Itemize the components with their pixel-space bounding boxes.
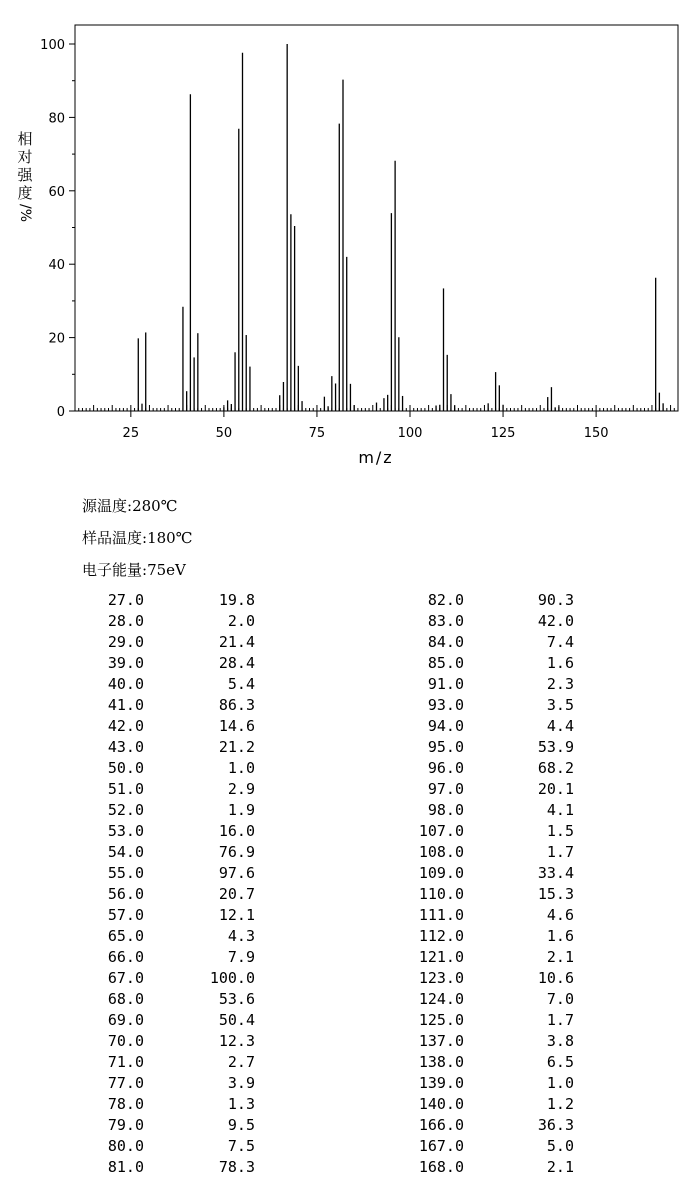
peak-row — [0, 1010, 687, 1031]
peak-mz: 65.0 — [107, 927, 144, 945]
x-tick-label: 50 — [215, 426, 233, 441]
x-tick-label: 25 — [122, 426, 140, 441]
peak-intensity: 86.3 — [218, 696, 255, 714]
peak-row — [0, 632, 687, 653]
peak-mz: 27.0 — [107, 591, 144, 609]
peak-mz: 138.0 — [418, 1053, 464, 1071]
peak-row — [0, 989, 687, 1010]
peak-intensity: 36.3 — [537, 1116, 574, 1134]
peak-intensity: 1.3 — [227, 1095, 255, 1113]
peak-intensity: 3.9 — [227, 1074, 255, 1092]
peak-intensity: 3.5 — [546, 696, 574, 714]
sample-temperature-value: 180℃ — [147, 529, 193, 547]
peak-row — [0, 779, 687, 800]
x-axis-label: m/z — [358, 448, 394, 467]
peak-intensity: 1.6 — [546, 654, 574, 672]
peak-intensity: 1.6 — [546, 927, 574, 945]
spectrum-bars — [138, 44, 663, 411]
peak-row — [0, 716, 687, 737]
peak-mz: 40.0 — [107, 675, 144, 693]
peak-mz: 109.0 — [418, 864, 464, 882]
peak-intensity: 4.3 — [227, 927, 255, 945]
peak-mz: 78.0 — [107, 1095, 144, 1113]
peak-row — [0, 884, 687, 905]
peak-row — [0, 947, 687, 968]
peak-row — [0, 737, 687, 758]
y-axis-label — [14, 130, 36, 222]
peak-mz: 124.0 — [418, 990, 464, 1008]
peak-intensity: 15.3 — [537, 885, 574, 903]
peak-intensity: 20.1 — [537, 780, 574, 798]
peak-row — [0, 1115, 687, 1136]
peak-mz: 137.0 — [418, 1032, 464, 1050]
peak-intensity: 68.2 — [537, 759, 574, 777]
plot-frame — [75, 25, 678, 411]
peak-intensity: 6.5 — [546, 1053, 574, 1071]
peak-intensity: 2.3 — [546, 675, 574, 693]
peak-mz: 43.0 — [107, 738, 144, 756]
peak-mz: 108.0 — [418, 843, 464, 861]
source-temperature-label: 源温度: — [82, 497, 133, 515]
peak-intensity: 7.5 — [227, 1137, 255, 1155]
y-tick-label: 40 — [48, 258, 65, 274]
peak-mz: 84.0 — [427, 633, 464, 651]
peak-row — [0, 1031, 687, 1052]
peak-intensity: 42.0 — [537, 612, 574, 630]
y-tick-label: 0 — [56, 405, 65, 420]
x-tick-label: 100 — [397, 426, 423, 441]
peak-intensity: 1.7 — [546, 1011, 574, 1029]
peak-row — [0, 653, 687, 674]
peak-intensity: 53.9 — [537, 738, 574, 756]
peak-mz: 98.0 — [427, 801, 464, 819]
peak-row — [0, 758, 687, 779]
peak-mz: 94.0 — [427, 717, 464, 735]
peak-row — [0, 1094, 687, 1115]
peak-mz: 81.0 — [107, 1158, 144, 1176]
peak-intensity: 1.0 — [227, 759, 255, 777]
peak-intensity: 97.6 — [218, 864, 255, 882]
peak-mz: 80.0 — [107, 1137, 144, 1155]
sample-temperature-label: 样品温度: — [82, 529, 148, 547]
peak-mz: 29.0 — [107, 633, 144, 651]
peak-row — [0, 863, 687, 884]
peak-row — [0, 968, 687, 989]
peak-intensity: 1.7 — [546, 843, 574, 861]
y-axis-ticks — [40, 38, 75, 420]
peak-row — [0, 695, 687, 716]
peak-intensity: 90.3 — [537, 591, 574, 609]
peak-mz: 125.0 — [418, 1011, 464, 1029]
peak-mz: 68.0 — [107, 990, 144, 1008]
peak-mz: 69.0 — [107, 1011, 144, 1029]
peak-mz: 83.0 — [427, 612, 464, 630]
peak-intensity: 20.7 — [218, 885, 255, 903]
peak-row — [0, 1136, 687, 1157]
peak-mz: 168.0 — [418, 1158, 464, 1176]
peak-mz: 96.0 — [427, 759, 464, 777]
peak-mz: 54.0 — [107, 843, 144, 861]
peak-intensity: 2.0 — [227, 612, 255, 630]
y-tick-label: 60 — [48, 184, 65, 200]
peak-intensity: 16.0 — [218, 822, 255, 840]
peak-row — [0, 800, 687, 821]
x-axis-ticks — [123, 411, 609, 441]
peak-mz: 50.0 — [107, 759, 144, 777]
peak-mz: 97.0 — [427, 780, 464, 798]
peak-intensity: 4.1 — [546, 801, 574, 819]
peak-intensity: 78.3 — [218, 1158, 255, 1176]
electron-energy — [82, 559, 186, 580]
peak-intensity: 12.1 — [218, 906, 255, 924]
peak-row — [0, 590, 687, 611]
source-temperature-value: 280℃ — [132, 497, 178, 515]
peak-mz: 140.0 — [418, 1095, 464, 1113]
x-tick-label: 125 — [490, 426, 516, 441]
peak-mz: 52.0 — [107, 801, 144, 819]
peak-intensity: 2.1 — [546, 1158, 574, 1176]
peak-intensity: 100.0 — [209, 969, 255, 987]
peak-intensity: 2.7 — [227, 1053, 255, 1071]
electron-energy-label: 电子能量: — [82, 561, 148, 579]
peak-intensity: 33.4 — [537, 864, 574, 882]
peak-intensity: 1.5 — [546, 822, 574, 840]
peak-intensity: 14.6 — [218, 717, 255, 735]
peak-mz: 57.0 — [107, 906, 144, 924]
peak-intensity: 2.9 — [227, 780, 255, 798]
peak-intensity: 21.4 — [218, 633, 255, 651]
peak-mz: 167.0 — [418, 1137, 464, 1155]
peak-intensity: 50.4 — [218, 1011, 255, 1029]
peak-mz: 123.0 — [418, 969, 464, 987]
peak-row — [0, 905, 687, 926]
peak-intensity: 53.6 — [218, 990, 255, 1008]
peak-intensity: 1.2 — [546, 1095, 574, 1113]
y-tick-label: 20 — [48, 331, 65, 347]
peak-mz: 85.0 — [427, 654, 464, 672]
mass-spectrum-chart — [0, 0, 687, 480]
peak-mz: 112.0 — [418, 927, 464, 945]
peak-row — [0, 674, 687, 695]
sample-temperature — [82, 527, 192, 548]
y-tick-label: 100 — [40, 38, 65, 53]
peak-intensity: 3.8 — [546, 1032, 574, 1050]
peak-mz: 82.0 — [427, 591, 464, 609]
peak-intensity: 1.0 — [546, 1074, 574, 1092]
peak-intensity: 4.6 — [546, 906, 574, 924]
peak-mz: 56.0 — [107, 885, 144, 903]
peak-mz: 39.0 — [107, 654, 144, 672]
peak-mz: 66.0 — [107, 948, 144, 966]
peak-mz: 166.0 — [418, 1116, 464, 1134]
peak-mz: 28.0 — [107, 612, 144, 630]
peak-mz: 107.0 — [418, 822, 464, 840]
y-axis-label-text: 相 对 强 度 /% — [17, 130, 33, 223]
peak-intensity: 7.0 — [546, 990, 574, 1008]
peak-row — [0, 611, 687, 632]
electron-energy-value: 75eV — [147, 561, 186, 579]
source-temperature — [82, 495, 177, 516]
peak-intensity: 19.8 — [218, 591, 255, 609]
peak-mz: 79.0 — [107, 1116, 144, 1134]
peak-row — [0, 821, 687, 842]
peak-row — [0, 1052, 687, 1073]
peak-mz: 53.0 — [107, 822, 144, 840]
peak-mz: 51.0 — [107, 780, 144, 798]
peak-mz: 93.0 — [427, 696, 464, 714]
peak-mz: 110.0 — [418, 885, 464, 903]
peak-mz: 95.0 — [427, 738, 464, 756]
peak-intensity: 9.5 — [227, 1116, 255, 1134]
peak-mz: 71.0 — [107, 1053, 144, 1071]
peak-intensity: 5.4 — [227, 675, 255, 693]
peak-intensity: 7.4 — [546, 633, 574, 651]
peak-mz: 139.0 — [418, 1074, 464, 1092]
peak-intensity: 4.4 — [546, 717, 574, 735]
peak-mz: 67.0 — [107, 969, 144, 987]
peak-mz: 42.0 — [107, 717, 144, 735]
peak-row — [0, 1157, 687, 1178]
peak-intensity: 2.1 — [546, 948, 574, 966]
peak-row — [0, 926, 687, 947]
peak-intensity: 21.2 — [218, 738, 255, 756]
peak-mz: 121.0 — [418, 948, 464, 966]
peak-mz: 55.0 — [107, 864, 144, 882]
peak-row — [0, 842, 687, 863]
peak-intensity: 28.4 — [218, 654, 255, 672]
peak-intensity: 5.0 — [546, 1137, 574, 1155]
peak-mz: 111.0 — [418, 906, 464, 924]
peak-intensity: 7.9 — [227, 948, 255, 966]
peak-intensity: 10.6 — [537, 969, 574, 987]
x-tick-label: 150 — [583, 426, 609, 441]
peak-intensity: 1.9 — [227, 801, 255, 819]
x-tick-label: 75 — [308, 426, 326, 441]
peak-mz: 91.0 — [427, 675, 464, 693]
peak-mz: 70.0 — [107, 1032, 144, 1050]
peak-table-right-column — [0, 590, 687, 1178]
y-tick-label: 80 — [48, 111, 65, 127]
peak-row — [0, 1073, 687, 1094]
peak-mz: 77.0 — [107, 1074, 144, 1092]
peak-intensity: 12.3 — [218, 1032, 255, 1050]
peak-intensity: 76.9 — [218, 843, 255, 861]
peak-mz: 41.0 — [107, 696, 144, 714]
